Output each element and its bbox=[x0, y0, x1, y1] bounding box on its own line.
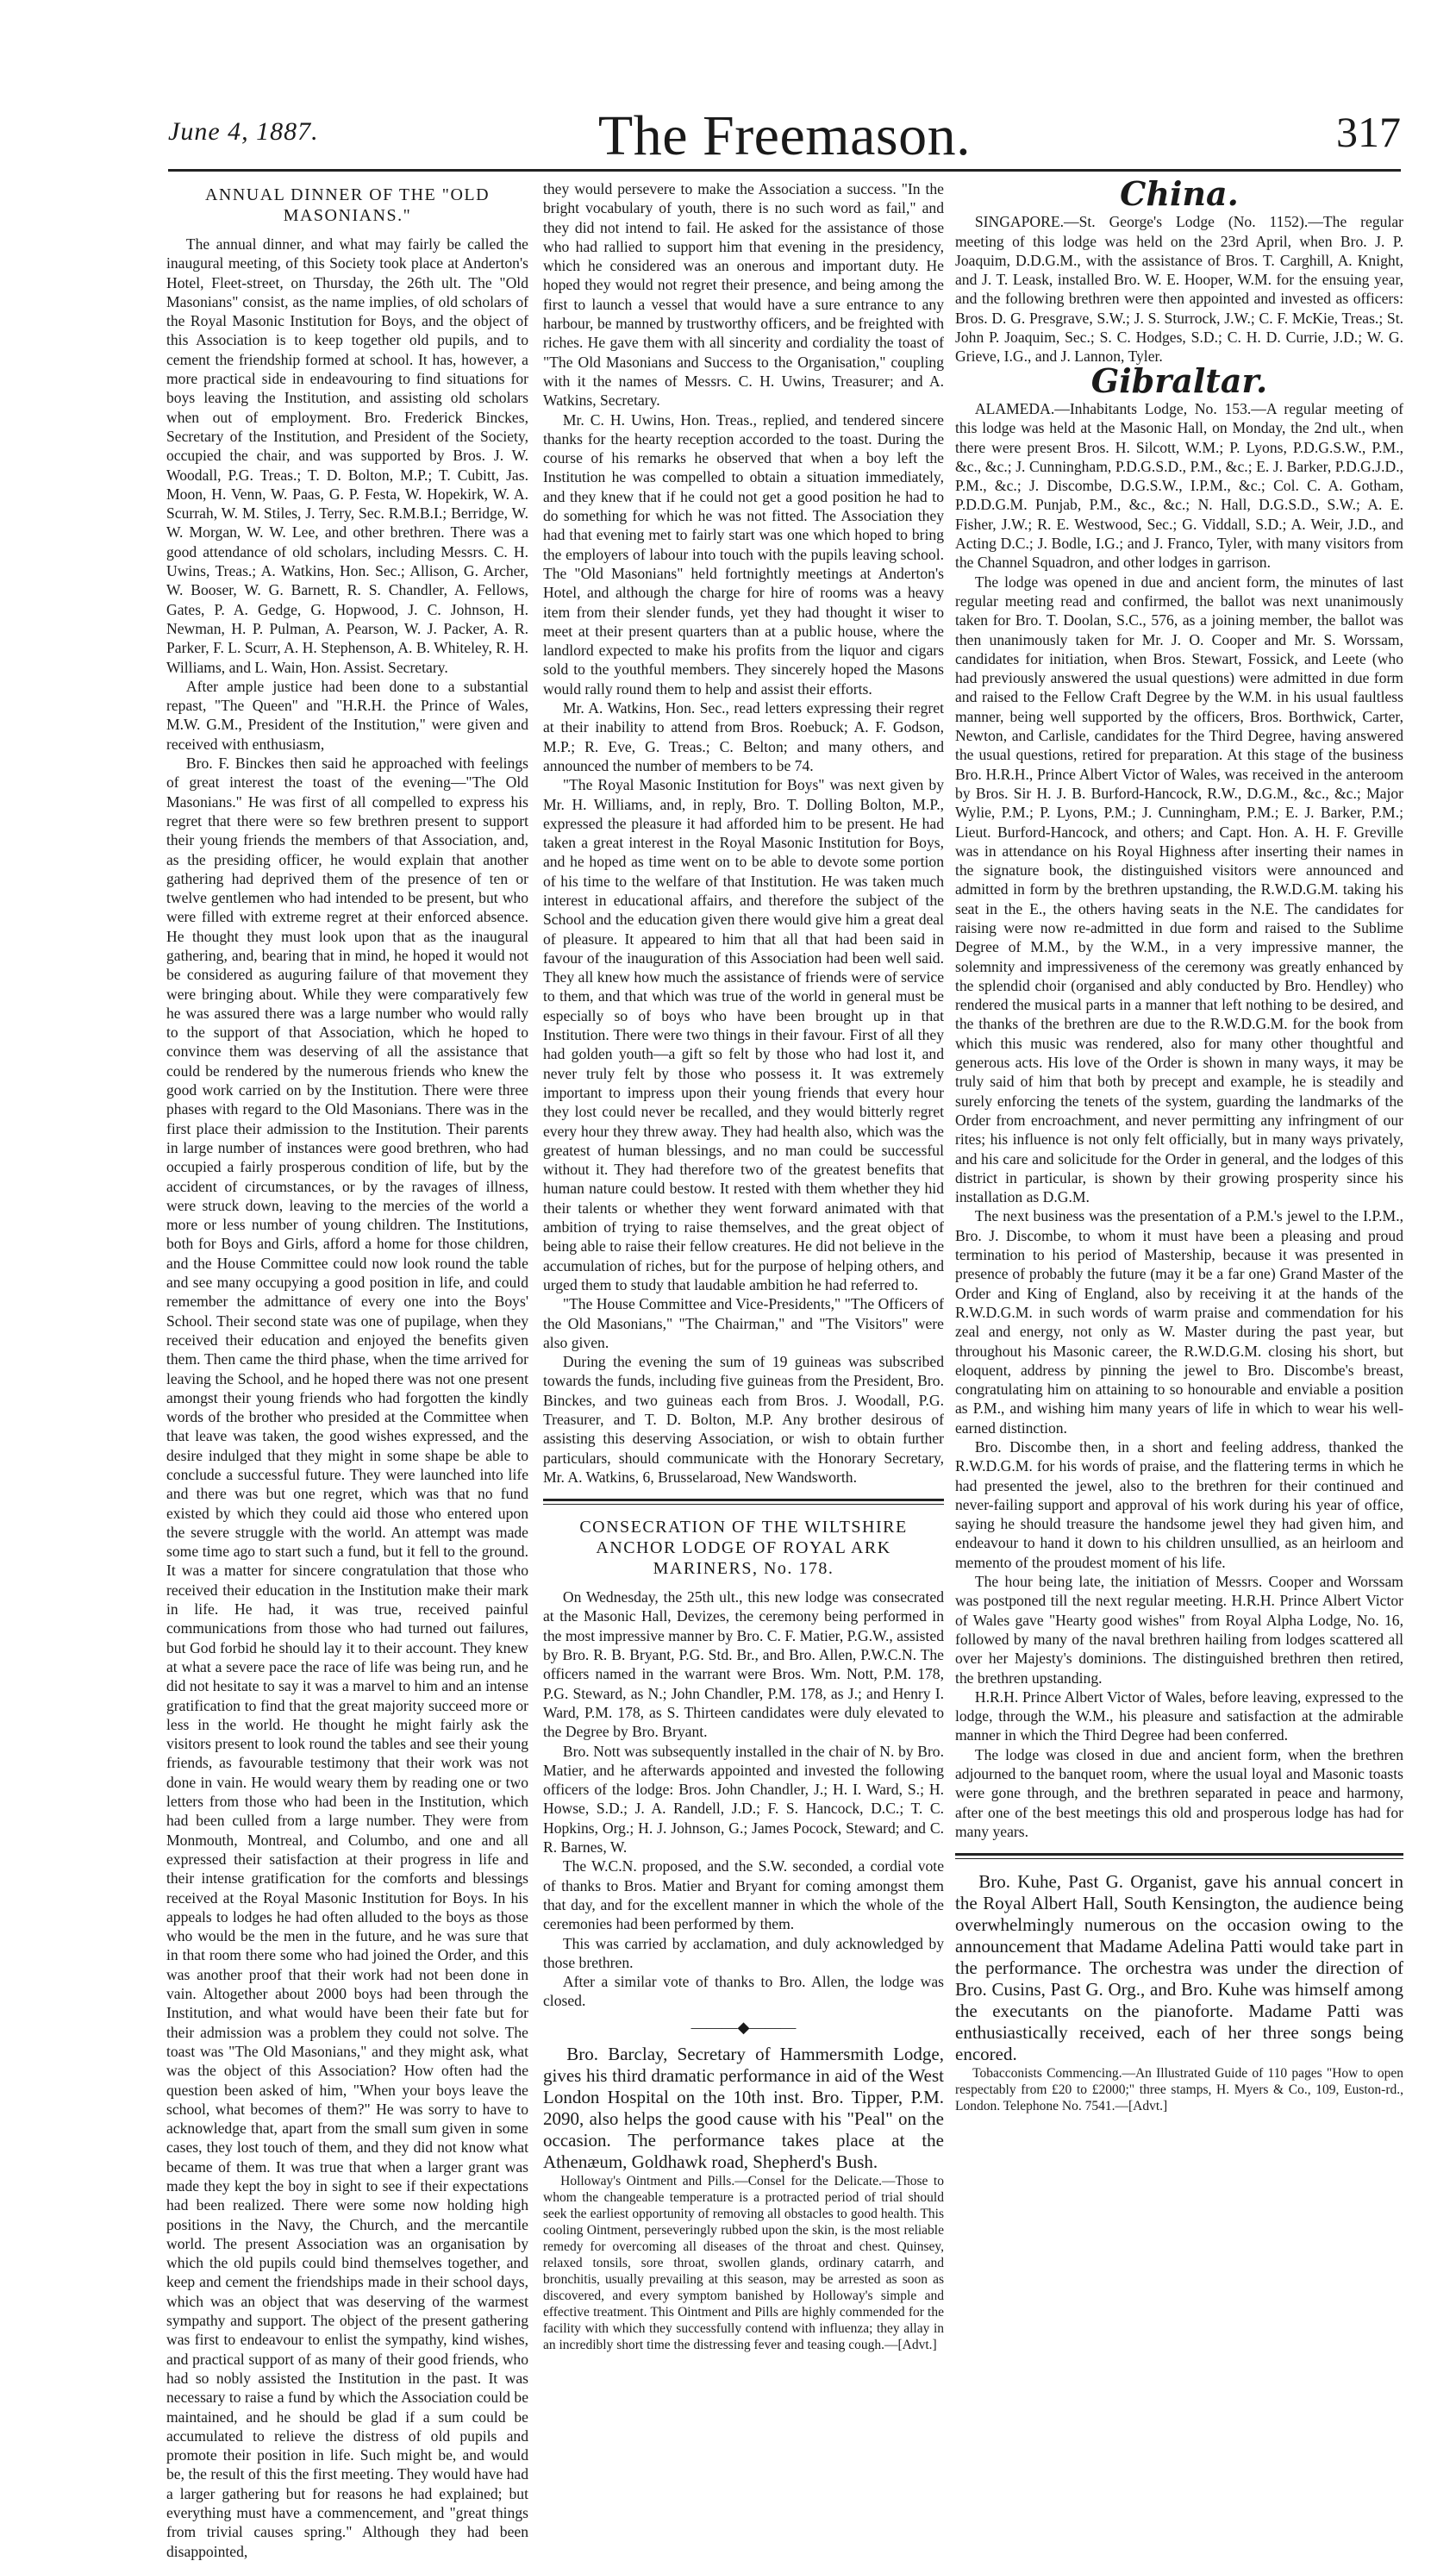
paragraph: The annual dinner, and what may fairly be called the inaugural meeting, of this Society took place at Anderton's Hotel, Fleet-street, on Thursday, the 26th ult. The "Old Masonians" consist, as the name implies, of old scholars of the Royal Masonic Institution for Boys, and the object of this Association is to keep together old pupils, and to cement the friendship formed at school. It has, however, a more practical side in endeavouring to find situations for boys leaving the Institution, and assisting old scholars when out of employment. Bro. Frederick Binckes, Secretary of the Institution, and President of the Society, occupied the chair, and was supported by Bros. J. W. Woodall, P.G. Treas.; T. D. Bolton, M.P.; T. Cubitt, Jas. Moon, H. Venn, W. Paas, G. P. Festa, W. Hopekirk, W. A. Scurrah, W. M. Stiles, J. Terry, Sec. R.M.B.I.; Berridge, W. W. Morgan, W. W. Lee, and other brethren. There was a good attendance of old scholars, including Messrs. C. H. Uwins, Treas.; A. Watkins, Hon. Sec.; Allison, G. Archer, W. Booser, W. G. Barnett, R. S. Chandler, A. Fellows, Gates, P. A. Gedge, G. Hopwood, J. C. Johnson, H. Newman, H. P. Pulman, A. Pearson, W. J. Packer, A. R. Parker, F. L. Scurr, A. H. Stephenson, A. B. Whiteley, R. H. Williams, and L. Wain, Hon. Assist. Secretary. bbox=[166, 235, 528, 676]
ornament-divider: ———◆——— bbox=[691, 2018, 797, 2036]
column-1 bbox=[166, 179, 528, 2560]
page-number: 317 bbox=[1336, 108, 1401, 156]
paragraph: The lodge was closed in due and ancient form, when the brethren adjourned to the banquet room, where the usual loyal and Masonic toasts were gone through, and the brethren separated in peace and harmony, after one of the best meetings this old and prosperous lodge has had for many years. bbox=[955, 1745, 1403, 1840]
paragraph: The hour being late, the initiation of Messrs. Cooper and Worssam was postponed till the next regular meeting. H.R.H. Prince Albert Victor of Wales gave "Hearty good wishes" from Royal Alpha Lodge, No. 16, followed by many of the naval brethren hailing from lodges scattered all over her Majesty's dominions. The distinguished brethren then retired, the brethren upstanding. bbox=[955, 1573, 1403, 1687]
section-divider bbox=[543, 1499, 944, 1505]
paragraph-kuhe: Bro. Kuhe, Past G. Organist, gave his annual concert in the Royal Albert Hall, South Kensington, the audience being overwhelmingly numerous on the occasion owing to the announcement that Madame Adelina Patti would take part in the performance. The orchestra was under the direction of Bro. Cusins, Past G. Org., and Bro. Kuhe was himself among the executants on the pianoforte. Madame Patti was enthusiastically received, each of her three songs being encored. bbox=[955, 1871, 1403, 2065]
paragraph: During the evening the sum of 19 guineas was subscribed towards the funds, including five guineas from the President, Bro. Binckes, and two guineas each from Bros. J. Woodall, P.G. Treasurer, and T. D. Bolton, M.P. Any brother desirous of assisting this deserving Association, or wish to obtain further particulars, should communicate with the Honorary Secretary, Mr. A. Watkins, 6, Brusselaroad, New Wandsworth. bbox=[543, 1353, 944, 1486]
paragraph: Bro. Nott was subsequently installed in the chair of N. by Bro. Matier, and he afterwards appointed and invested the following officers of the lodge: Bros. John Chandler, J.; H. I. Ward, S.; H. Howse, S.D.; J. A. Randell, J.D.; F. S. Hancock, D.C.; T. C. Hopkins, Org.; H. J. Johnson, G.; James Pocock, Steward; and C. R. Barnes, W. bbox=[543, 1742, 944, 1857]
section-heading-gibraltar: Gibraltar. bbox=[1090, 360, 1268, 400]
paragraph-singapore: SINGAPORE.—St. George's Lodge (No. 1152).—The regular meeting of this lodge was held on the 23rd April, when Bro. J. P. Joaquim, D.D.G.M., with the assistance of Bros. T. Carghill, A. Knight, and J. T. Leask, installed Bro. W. E. Hooper, W.M. for the ensuing year, and the following brethren were then appointed and invested as officers: Bros. D. G. Presgrave, S.W.; J. S. Sturrock, J.W.; C. F. McKie, Treas.; St. John P. Joaquim, Sec.; S. C. Hodges, S.D.; C. H. D. Currie, J.D.; W. G. Grieve, I.G., and J. Lannon, Tyler. bbox=[955, 213, 1403, 366]
paragraph: Mr. C. H. Uwins, Hon. Treas., replied, and tendered sincere thanks for the hearty reception accorded to the toast. During the course of his remarks he observed that when a boy left the Institution he was compelled to obtain a situation immediately, and they knew that if he could not get a good position he had to do something for which he was not fitted. The Association they had that evening met to fairly start was one which hoped to bring the employers of labour into touch with the pupils leaving school. The "Old Masonians" held fortnightly meetings at Anderton's Hotel, and although the charge for hire of rooms was a heavy item from their slender funds, yet they had thought it wiser to meet at their present quarters than at a public house, where the landlord expected to make his profits from the liquor and cigars sold to the youthful members. They sincerely hoped the Masons would rally round them to help and assist their efforts. bbox=[543, 410, 944, 698]
paragraph: "The House Committee and Vice-Presidents," "The Officers of the Old Masonians," "The Chairman," and "The Visitors" were also given. bbox=[543, 1295, 944, 1351]
paragraph: The W.C.N. proposed, and the S.W. seconded, a cordial vote of thanks to Bros. Matier and Bryant for coming amongst them that day, and for the excellent manner in which the whole of the ceremonies had been performed by them. bbox=[543, 1857, 944, 1933]
paragraph: they would persevere to make the Association a success. "In the bright vocabulary of youth, there is no such word as fail," and they did not intend to fail. He asked for the assistance of those who had rallied to support him that evening in the presidency, which he considered was an onerous and important duty. He hoped they would not regret their presence, and being among the first to launch a vessel that would have a sure entrance to any harbour, be manned by trustworthy officers, and be freighted with riches. He gave them with all sincerity and cordiality the toast of "The Old Masonians and Success to the Organisation," coupling with it the names of Messrs. C. H. Uwins, Treasurer; and A. Watkins, Secretary. bbox=[543, 180, 944, 410]
header-rule bbox=[168, 169, 1401, 172]
paragraph: H.R.H. Prince Albert Victor of Wales, before leaving, expressed to the lodge, through the W.M., his pleasure and satisfaction at the admirable manner in which the Third Degree had been conferred. bbox=[955, 1688, 1403, 1744]
paragraph: After a similar vote of thanks to Bro. Allen, the lodge was closed. bbox=[543, 1973, 944, 2010]
issue-date: June 4, 1887. bbox=[168, 117, 319, 146]
masthead bbox=[168, 104, 1401, 172]
paragraph: ALAMEDA.—Inhabitants Lodge, No. 153.—A regular meeting of this lodge was held at the Masonic Hall, on Monday, the 2nd ult., when there were present Bros. H. Silcott, W.M.; P. Lyons, P.D.G.S.W., P.M., &c., &c.; J. Cunningham, P.D.G.S.D., P.M., &c.; E. J. Barker, P.D.G.J.D., P.M., &c.; J. Discombe, D.G.S.W., I.P.M., &c.; Col. C. A. Gotham, P.D.D.G.M. Punjab, P.M., &c., &c.; N. Hall, D.G.S.D., S.W.; A. E. Fisher, J.W.; R. E. Westwood, Sec.; G. Viddall, S.D.; A. Weir, J.D., and Acting D.C.; J. Bodle, I.G.; and J. Franco, Tyler, with many visitors from the Channel Squadron, and other lodges in garrison. bbox=[955, 399, 1403, 572]
section-heading-china: China. bbox=[1120, 174, 1239, 213]
paragraph: Bro. F. Binckes then said he approached with feelings of great interest the toast of the evening—"The Old Masonians." He was first of all compelled to express his regret that there were so few brethren present to support their young friends the members of that Association, and, as the presiding officer, he would explain that another gathering had deprived them of the presence of ten or twelve gentlemen who had intended to be present, but who were filled with extreme regret at their enforced absence. He thought they must look upon that as the inaugural gathering, and, bearing that in mind, he hoped it would not be considered as auguring failure of that movement they were bringing about. While they were comparatively few he was assured there was a large number who would rally to the support of that Association, which he hoped to convince them was deserving of all the assistance that could be rendered by the numerous friends who knew the good work carried on by the Institution. There were three phases with regard to the Old Masonians. There was in the first place their admission to the Institution. Their parents in large number of instances were good brethren, who had occupied a fairly prosperous condition of life, but by the accident of circumstances, or by the ravages of illness, were struck down, leaving to the mercies of the world a more or less number of young children. The Institutions, both for Boys and Girls, afford a home for those children, and the House Committee could now look round the table and see many occupying a good position in life, and could remember the admittance of every one into the Boys' School. Their second state was one of pupilage, when they received their education and enjoyed the benefits given them. Then came the third phase, when the time arrived for leaving the School, and he hoped there was not one present amongst their young friends who had forgotten the kindly words of the brother who presided at the Committee when that leave was taken, the good wishes expressed, and the desire indulged that they might in some shape be able to conclude a successful future. They were launched into life and there was but one regret, which was that no fund existed by which they could aid those who entered upon the severe struggle with the world. An attempt was made some time ago to start such a fund, but it fell to the ground. It was a matter for sincere congratulation that those who received their education in the Institution make their mark in life. He had, it was true, received painful communications from those who had turned out failures, but God forbid he should lay it to their account. They knew at what a severe pace the race of life was being run, and he did not hesitate to say it was a marvel to him and an intense gratification to find that the great majority succeed more or less in the world. He thought he might fairly ask the visitors present to look round the tables and see their young friends, as favourable testimony that their work was not done in vain. He would weary them by reading one or two letters from those who had been in the Institution, which had been culled from a large number. They were from Monmouth, Montreal, and Columbo, and one and all expressed their satisfaction at their progress in life and their intense gratification for the comforts and blessings received at the Royal Masonic Institution for Boys. In his appeals to lodges he had often alluded to the boys as those who would be the men in the future, and he was sure that in that room there some who had joined the Order, and this was another proof that their work had not been done in vain. Altogether about 2000 boys had been through the Institution, and what would have been their fate but for their admission was a problem they could not solve. The toast was "The Old Masonians," and they might ask, what was the object of this Association? How often had the question been asked of him, "When your boys leave the school, what becomes of them?" He was sorry to have to acknowledge that, apart from the small sum given in some cases, they lost touch of them, and they did not know what became of them. It was true that when a larger grant was made they kept the boy in sight to see if their expectations had been realized. There were some now holding high positions in the Navy, the Church, and the mercantile world. The present Association was an organisation by which the old pupils could bind themselves together, and keep and cement the friendships made in their school days, which was an object that was deserving of the warmest sympathy and support. The object of the present gathering was first to endeavour to enlist the sympathy, kind wishes, and practical support of as many of their good friends, who had so nobly assisted the Institution in the past. It was necessary to raise a fund by which the Association could be maintained, and he should be glad if a sum could be accumulated to relieve the distress of old pupils and promote their position in life. Such might be, and would be, the result of this the first meeting. They would have had a larger gathering but for reasons he had explained; but everything must have a commencement, and "great things from trivial causes spring." Although they had been disappointed, bbox=[166, 755, 528, 2560]
headline-consecration: CONSECRATION OF THE WILTSHIRE ANCHOR LODGE OF ROYAL ARK MARINERS, No. 178. bbox=[579, 1518, 908, 1579]
paragraph: The lodge was opened in due and ancient form, the minutes of last regular meeting read and confirmed, the ballot was next unanimously taken for Bro. T. Doolan, S.C., 576, as a joining member, the ballot was then unanimously taken for Mr. J. O. Cooper and Mr. S. Worssam, candidates for initiation, when Bros. Stewart, Fossick, and Leete (who had previously answered the usual questions) were admitted in due form and raised to the Fellow Craft Degree by the W.M. in his usual faultless manner, being well supported by the officers, Bros. Borthwick, Carter, Newton, and Carlisle, candidates for the Third Degree, having answered the usual questions, retired for preparation. At this stage of the business Bro. H.R.H., Prince Albert Victor of Wales, was received in the anteroom by Bros. Sir H. J. B. Burford-Hancock, R.W., D.G.M., &c., &c.; Major Wylie, P.M.; P. Lyons, P.M.; J. Cunningham, P.M.; E. J. Barker, P.M.; Lieut. Burford-Hancock, and others; and Capt. Hon. A. H. F. Greville was in attendance on his Royal Highness after inserting their names in the signature book, the distinguished visitors were announced and admitted in form by the brethren upstanding, the R.W.D.G.M. taking his seat in the E., the others having seats in the N.E. The candidates for raising were now re-admitted in due form and raised to the Sublime Degree of M.M., by the W.M., in a very impressive manner, the solemnity and impressiveness of the ceremony was greatly enhanced by the splendid choir (organised and ably conducted by Bro. Hendley) who rendered the musical parts in a manner that left nothing to be desired, and the thanks of the brethren are due to the R.W.D.G.M. for the book from which this music was rendered, also for many other thoughtful and generous acts. His love of the Order is shown in many ways, it may be truly said of him that both by precept and example, he is steadily and surely enforcing the tenets of the system, guarding the landmarks of the Order from encroachment, and never permitting any infringment of our rites; his influence is not only felt officially, but in many ways privately, and his care and solicitude for the Order in general, and the lodges of this district in particular, is shown by their growing prosperity since his installation as D.G.M. bbox=[955, 573, 1403, 1206]
paragraph: "The Royal Masonic Institution for Boys" was next given by Mr. H. Williams, and, in reply, Bro. T. Dolling Bolton, M.P., expressed the pleasure it had afforded him to be present. He had taken a great interest in the Royal Masonic Institution for Boys, and he hoped as time went on to be able to devote some portion of his time to the welfare of that Institution. He was taken much interest in educational affairs, and therefore the subject of the School and the education given there would give him a great deal of pleasure. It appeared to him that all that had been said in favour of the inauguration of this Association had been well said. They all knew how much the assistance of friends were of service to them, and that which was true of the world in general must be especially so of boys who have been brought up in that Institution. There were two things in their favour. First of all they had golden youth—a gift so felt by those who had lost it, and never truly felt by those who possess it. It was extremely important to impress upon their young friends that every hour they lost could never be recalled, and they would bitterly regret every hour they threw away. They had health also, which was the greatest of human blessings, and no man could be successful without it. They had therefore two of the greatest benefits that human nature could bestow. It rested with them whether they hid their talents or whether they went forward animated with that ambition of trying to raise themselves, and the great object of being able to raise their fellow creatures. He did not believe in the accumulation of riches, but for the purpose of helping others, and urged them to study that laudable ambition he had referred to. bbox=[543, 776, 944, 1293]
section-divider bbox=[955, 1853, 1403, 1859]
paragraph: Bro. Discombe then, in a short and feeling address, thanked the R.W.D.G.M. for his words of praise, and the flattering terms in which he had presented the jewel, also to the brethren for their continued and never-failing support and approval of his work during his year of office, saying he should treasure the handsome jewel they had given him, and endeavour to hand it down to his children unsullied, as an heirloom and memento of the proudest moment of his life. bbox=[955, 1438, 1403, 1571]
paragraph: On Wednesday, the 25th ult., this new lodge was consecrated at the Masonic Hall, Devizes, the ceremony being performed in the most impressive manner by Bro. C. F. Matier, P.G.W., assisted by Bro. R. B. Bryant, P.G. Std. Br., and Bro. Allen, P.W.C.N. The officers named in the warrant were Bros. Wm. Nott, P.M. 178, P.G. Steward, as N.; John Chandler, P.M. 178, as J.; and Henry I. Ward, P.M. 178, as S. Thirteen candidates were duly elevated to the Degree by Bro. Bryant. bbox=[543, 1588, 944, 1741]
paragraph: After ample justice had been done to a substantial repast, "The Queen" and "H.R.H. the Prince of Wales, M.W. G.M., President of the Institution," were given and received with enthusiasm, bbox=[166, 677, 528, 753]
advertisement-tobacconists: Tobacconists Commencing.—An Illustrated Guide of 110 pages "How to open respectably from £20 to £2000;" three stamps, H. Myers & Co., 109, Euston-rd., London. Telephone No. 7541.—[Advt.] bbox=[955, 2066, 1403, 2114]
column-3 bbox=[955, 174, 1403, 2186]
paragraph: Mr. A. Watkins, Hon. Sec., read letters expressing their regret at their inability to attend from Bros. Roebuck; A. F. Godson, M.P.; R. Eve, G. Treas.; C. Belton; and many others, and announced the number of members to be 74. bbox=[543, 699, 944, 774]
advertisement-holloway: Holloway's Ointment and Pills.—Consel for the Delicate.—Those to whom the changeable temperature is a protracted period of trial should seek the earliest opportunity of removing all obstacles to good health. This cooling Ointment, perseveringly rubbed upon the skin, is the most reliable remedy for overcoming all diseases of the throat and chest. Quinsey, relaxed tonsils, sore throat, swollen glands, ordinary catarrh, and bronchitis, usually prevailing at this season, may be arrested as soon as discovered, and every symptom banished by Holloway's simple and effective treatment. This Ointment and Pills are highly commended for the facility with which they successfully contend with influenza; they allay in an incredibly short time the distressing fever and teasing cough.—[Advt.] bbox=[543, 2174, 944, 2353]
paragraph: This was carried by acclamation, and duly acknowledged by those brethren. bbox=[543, 1934, 944, 1971]
headline-old-masonians: ANNUAL DINNER OF THE "OLD MASONIANS." bbox=[204, 185, 491, 225]
paragraph: The next business was the presentation of a P.M.'s jewel to the I.P.M., Bro. J. Discombe, to whom it must have been a pleasing and proud termination to his period of Mastership, because it was presented in presence of probably the future (may it be a far one) Grand Master of the Order and King of England, also by receiving it at the hands of the R.W.D.G.M. in such words of warm praise and commendation for his zeal and energy, not only as W. Master during the past year, but throughout his Masonic career, the R.W.D.G.M. closing his short, but eloquent, address by pinning the jewel to Bro. Discombe's breast, congratulating him on attaining to so honourable and enviable a position as P.M., and wishing him many years of life in which to wear his well-earned distinction. bbox=[955, 1207, 1403, 1437]
column-2 bbox=[543, 179, 944, 2353]
paragraph-hammersmith: Bro. Barclay, Secretary of Hammersmith Lodge, gives his third dramatic performance in aid of the West London Hospital on the 10th inst. Bro. Tipper, P.M. 2090, also helps the good cause with his "Peal" on the occasion. The performance takes place at the Athenæum, Goldhawk road, Shepherd's Bush. bbox=[543, 2044, 944, 2173]
publication-title: The Freemason. bbox=[597, 104, 972, 167]
